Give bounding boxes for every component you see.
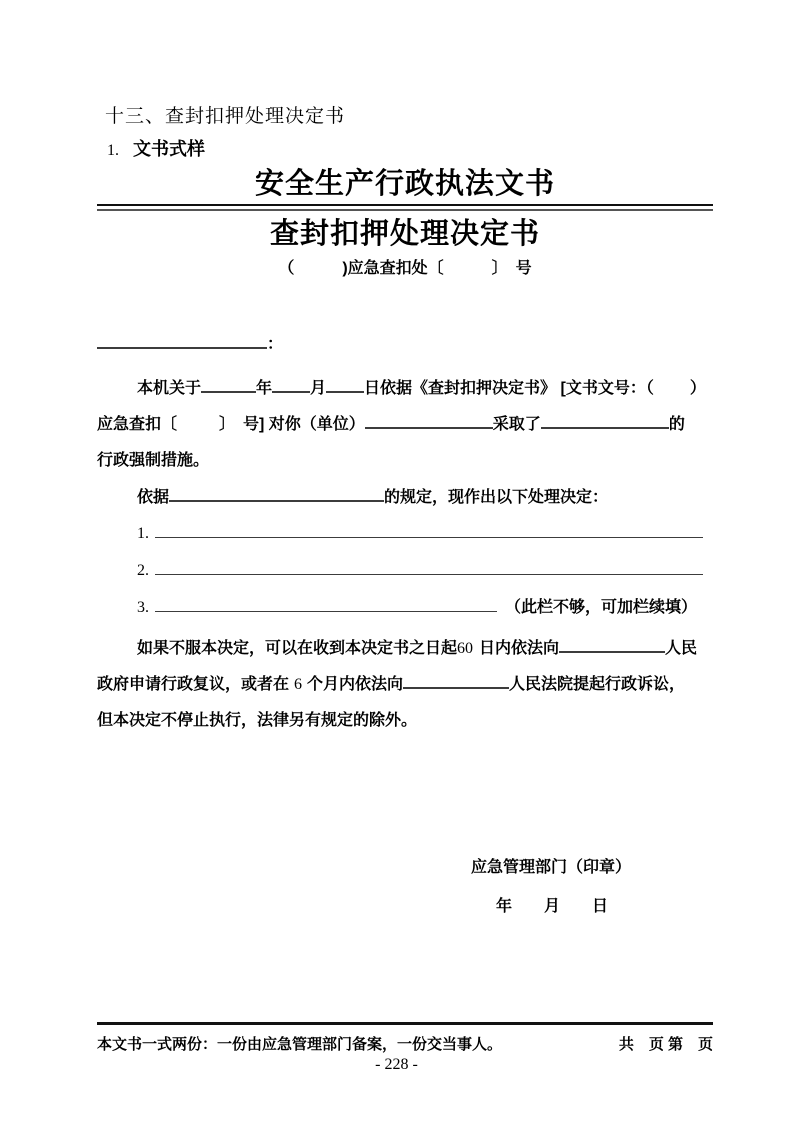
item-number: 2. bbox=[137, 562, 149, 579]
text-run: 如果不服本决定，可以在收到本决定书之日起 bbox=[137, 640, 458, 657]
text-run: 政府申请行政复议，或者在 bbox=[97, 676, 290, 693]
para3-line3 bbox=[97, 703, 715, 739]
para3-line1 bbox=[97, 631, 715, 667]
text-run: 的规定，现作出以下处理决定： bbox=[384, 489, 609, 506]
para1-line1 bbox=[97, 371, 715, 407]
paragraph-appeal-rights bbox=[97, 631, 715, 739]
text-run: 年 bbox=[256, 380, 273, 397]
text-run: 月 bbox=[310, 380, 327, 397]
text-run: 〕 号] 对你（单位） bbox=[219, 416, 365, 433]
month-blank-field bbox=[272, 390, 310, 393]
text-run: 但本决定不停止执行，法律另有规定的除外。 bbox=[97, 712, 418, 729]
decision-items bbox=[97, 515, 715, 626]
text-run: 采取了 bbox=[492, 416, 541, 433]
text-run: 的 bbox=[668, 416, 685, 433]
days-number: 60 bbox=[457, 640, 474, 657]
document-title: 查封扣押处理决定书 bbox=[269, 218, 540, 250]
decision-blank-field bbox=[155, 536, 703, 538]
footer-row bbox=[97, 1033, 713, 1054]
addressee-blank-field bbox=[97, 346, 267, 349]
text-run: 个月内依法向 bbox=[307, 676, 404, 693]
text-run: 日依据《查封扣押决定书》 [文书文号：（ bbox=[364, 380, 654, 397]
decision-blank-field bbox=[155, 573, 703, 575]
measure-blank-field bbox=[541, 426, 669, 429]
year-blank-field bbox=[201, 390, 256, 393]
para2-line1 bbox=[97, 480, 715, 516]
decision-item-1 bbox=[97, 515, 715, 552]
salutation-line bbox=[97, 331, 283, 357]
subsection-number: 1. bbox=[107, 142, 119, 159]
paragraph-measure-taken bbox=[97, 371, 715, 479]
months-number: 6 bbox=[294, 676, 303, 693]
page-number: - 228 - bbox=[375, 1056, 418, 1073]
signature-date-line: 年 月 日 bbox=[496, 898, 609, 915]
text-run: 依据 bbox=[137, 489, 170, 506]
header-double-rule bbox=[97, 204, 713, 211]
item-number: 1. bbox=[137, 525, 149, 542]
para3-line2 bbox=[97, 667, 715, 703]
day-blank-field bbox=[326, 390, 364, 393]
footer-page-count: 共 页 第 页 bbox=[618, 1036, 713, 1053]
footer-copies-note: 本文书一式两份：一份由应急管理部门备案，一份交当事人。 bbox=[97, 1036, 503, 1053]
para1-line2 bbox=[97, 407, 715, 443]
text-run: ） bbox=[689, 380, 706, 397]
text-run: 应急查扣〔 bbox=[97, 416, 178, 433]
subsection-title: 文书式样 bbox=[133, 139, 205, 159]
text-run: 行政强制措施。 bbox=[97, 452, 210, 469]
salutation-colon: ： bbox=[267, 336, 284, 353]
decision-blank-field bbox=[155, 610, 497, 612]
subsection-heading bbox=[107, 135, 205, 161]
document-number-line: （ )应急查扣处〔 〕 号 bbox=[278, 260, 532, 277]
para1-line3 bbox=[97, 443, 715, 479]
text-run: 人民 bbox=[665, 640, 698, 657]
paragraph-legal-basis bbox=[97, 480, 715, 516]
legal-basis-blank-field bbox=[169, 499, 384, 502]
text-run: 本机关于 bbox=[137, 380, 202, 397]
document-header-title: 安全生产行政执法文书 bbox=[254, 168, 555, 200]
continuation-note: （此栏不够，可加栏续填） bbox=[505, 599, 698, 616]
review-authority-blank-field bbox=[559, 650, 665, 653]
section-heading: 十三、查封扣押处理决定书 bbox=[105, 106, 346, 127]
decision-item-2 bbox=[97, 552, 715, 589]
party-name-blank-field bbox=[365, 426, 493, 429]
court-blank-field bbox=[403, 686, 509, 689]
signature-agency: 应急管理部门（印章） bbox=[471, 859, 632, 876]
text-run: 人民法院提起行政诉讼， bbox=[509, 676, 686, 693]
footer-rule bbox=[97, 1022, 713, 1025]
text-run: 日内依法向 bbox=[479, 640, 560, 657]
decision-item-3 bbox=[97, 589, 715, 626]
item-number: 3. bbox=[137, 599, 149, 616]
